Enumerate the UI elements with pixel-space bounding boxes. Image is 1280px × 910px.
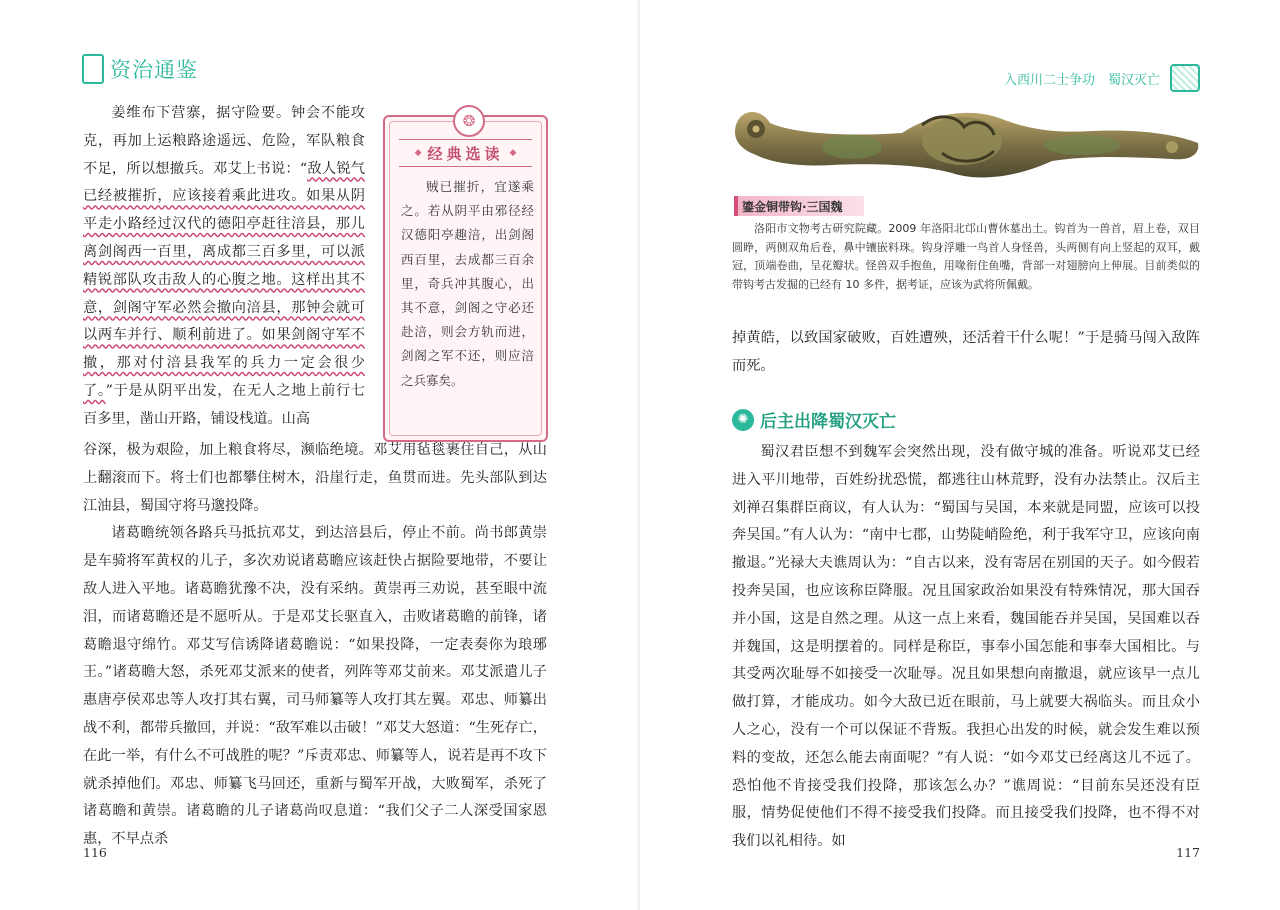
paragraph <box>83 100 365 434</box>
classic-text: 贼已摧折，宜遂乘之。若从阴平由邪径经汉德阳亭趣涪，出剑阁西百里，去成都三百余里，奇兵冲其腹心，出其不意，剑阁之守必还赴涪，则会方轨而进，剑阁之军不还，则应涪之兵寡矣。 <box>401 179 534 388</box>
section-heading <box>732 407 896 432</box>
paragraph: 诸葛瞻统领各路兵马抵抗邓艾，到达涪县后，停止不前。尚书郎黄崇是车骑将军黄权的儿子，多次劝说诸葛瞻应该赶快占据险要地带，不要让敌人进入平地。诸葛瞻犹豫不决，没有采纳。黄崇再三劝说，甚至眼中流泪，而诸葛瞻还是不愿听从。于是邓艾长驱直入，击败诸葛瞻的前锋，诸葛瞻退守绵竹。邓艾写信诱降诸葛瞻说：“如果投降，一定表奏你为琅琊王。”诸葛瞻大怒，杀死邓艾派来的使者，列阵等邓艾前来。邓艾派遣儿子惠唐亭侯邓忠等人攻打其右翼，司马师纂等人攻打其左翼。邓忠、师纂出战不利，都带兵撤回，并说：“敌军难以击破！”邓艾大怒道：“生死存亡，在此一举，有什么不可战胜的呢？”斥责邓忠、师纂等人，说若是再不攻下就杀掉他们。邓忠、师纂飞马回还，重新与蜀军开战，大败蜀军，杀死了诸葛瞻和黄崇。诸葛瞻的儿子诸葛尚叹息道：“我们父子二人深受国家恩惠，不早点杀 <box>83 525 547 848</box>
left-upper-text <box>83 100 365 434</box>
book-title: 资治通鉴 <box>110 58 198 82</box>
bronze-belt-hook-image <box>732 103 1202 187</box>
diamond-icon: ◆ <box>414 148 422 158</box>
page-number: 117 <box>1176 845 1200 860</box>
page-number: 116 <box>83 845 107 860</box>
paragraph: 蜀汉君臣想不到魏军会突然出现，没有做守城的准备。听说邓艾已经进入平川地带，百姓纷扰恐慌，都逃往山林荒野，没有办法禁止。汉后主刘禅召集群臣商议，有人认为：“蜀国与吴国，本来就是同盟，应该可以投奔吴国。”有人认为：“南中七郡，山势陡峭险绝，利于我军守卫，应该向南撤退。”光禄大夫谯周认为：“自古以来，没有寄居在别国的天子。如今假若投奔吴国，也应该称臣降服。况且国家政治如果没有特殊情况，那大国吞并小国，这是自然之理。从这一点上来看，魏国能吞并吴国，吴国难以吞并魏国，这是明摆着的。同样是称臣，事奉小国怎能和事奉大国相比。与其受两次耻辱不如接受一次耻辱。况且如果想向南撤退，就应该早一点儿做打算，才能成功。如今大敌已近在眼前，马上就要大祸临头。而且众小人之心，没有一个可以保证不背叛。我担心出发的时候，就会发生难以预料的变故，还怎么能去南面呢？”有人说：“如今邓艾已经离这儿不远了。恐怕他不肯接受我们投降，那该怎么办？”谯周说：“目前东吴还没有臣服，情势促使他们不得不接受我们投降。而且接受我们投降，也不得不对我们以礼相待。如 <box>732 444 1200 850</box>
ornament-icon <box>1170 64 1200 92</box>
classic-title-bar <box>399 139 532 167</box>
section-medallion-icon: ✺ <box>732 409 754 431</box>
book-logo <box>82 54 198 84</box>
classic-reading-box <box>383 112 548 442</box>
right-continuation-text <box>732 325 1200 381</box>
artifact-caption: 洛阳市文物考古研究院藏。2009 年洛阳北邙山曹休墓出土。钩首为一兽首，眉上卷，双目圆睁，两侧双角后卷，鼻中镶嵌料珠。钩身浮雕一鸟首人身怪兽，头两侧有向上竖起的双耳，戴冠，顶端卷曲，呈花瓣状。怪兽双手抱鱼，用喙衔住鱼嘴，背部一对翅膀向上伸展。目前类似的带钩考古发掘的已经有 10 多件，据考证，应该为武将所佩戴。 <box>732 222 1200 291</box>
dragon-medallion-icon: ❂ <box>453 105 485 137</box>
text-run: ”于是从阴平出发，在无人之地上前行七百多里，凿山开路，铺设栈道。山高 <box>83 382 365 427</box>
highlighted-quote: 敌人锐气已经被摧折，应该接着乘此进攻。如果从阴平走小路经过汉代的德阳亭赶往涪县，那儿离剑阁西一百里，离成都三百多里，可以派精锐部队攻击敌人的心腹之地。这样出其不意，剑阁守军必然会撤向涪县，那钟会就可以两车并行、顺利前进了。如果剑阁守军不撤，那对付涪县我军的兵力一定会很少了。 <box>83 160 365 399</box>
diamond-icon: ◆ <box>509 148 517 158</box>
paragraph: 掉黄皓，以致国家破败，百姓遭殃，还活着干什么呢！”于是骑马闯入敌阵而死。 <box>732 330 1200 374</box>
running-head <box>1004 64 1200 92</box>
artifact-caption-tag: 鎏金铜带钩·三国魏 <box>734 196 864 216</box>
classic-title: 经典选读 <box>427 144 504 163</box>
right-section-text <box>732 439 1200 856</box>
chapter-title: 入西川二士争功 蜀汉灭亡 <box>1003 72 1160 88</box>
left-lower-text <box>83 437 547 854</box>
text-run: 姜维布下营寨，据守险要。钟会不能攻克，再加上运粮路途遥远、危险，军队粮食不足，所以想撤兵。邓艾上书说：“ <box>83 105 365 177</box>
seal-icon <box>82 54 104 84</box>
paragraph: 谷深，极为艰险，加上粮食将尽，濒临绝境。邓艾用毡毯裹住自己，从山上翻滚而下。将士们也都攀住树木，沿崖行走，鱼贯而进。先头部队到达江油县，蜀国守将马邈投降。 <box>83 442 547 514</box>
section-title: 后主出降蜀汉灭亡 <box>760 412 896 432</box>
